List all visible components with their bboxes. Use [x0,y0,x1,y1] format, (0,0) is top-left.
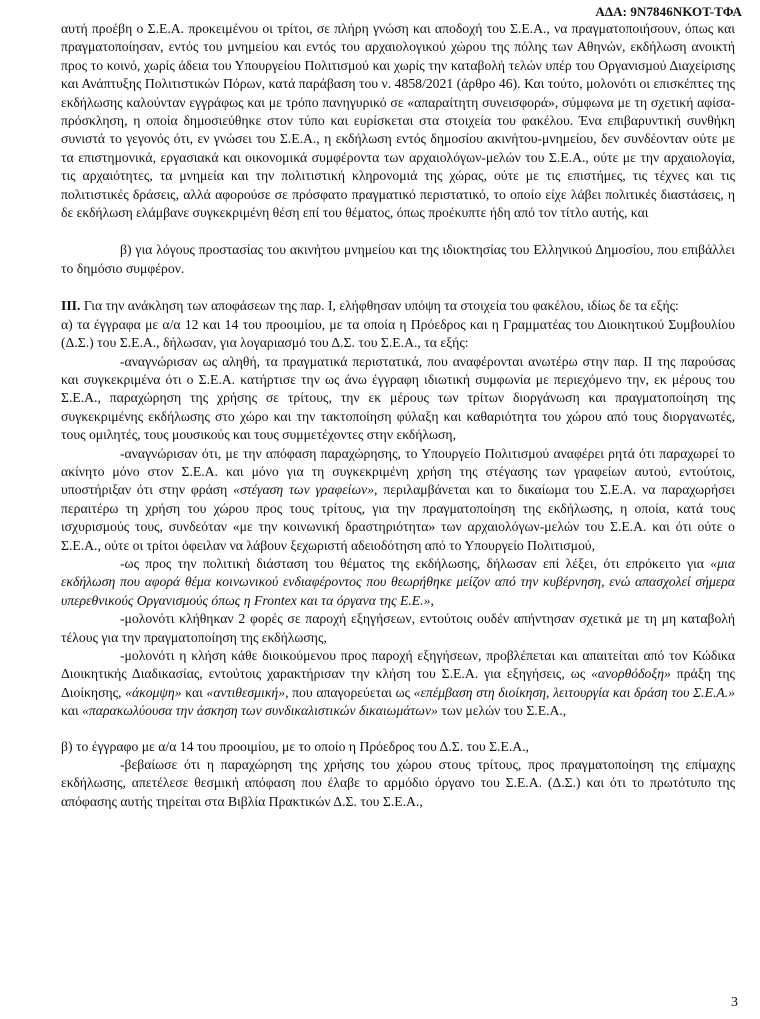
ada-code: ΑΔΑ: 9Ν7846ΝΚΟΤ-ΤΦΑ [595,4,742,19]
quoted-phrase: «ανορθόδοξη» [591,666,671,682]
bullet-administrative-procedure [61,647,735,721]
text-span: , που απαγορεύεται ως [285,684,414,700]
paragraph-continuation: αυτή προέβη ο Σ.Ε.Α. προκειμένου οι τρίτοι, σε πλήρη γνώση και αποδοχή του Σ.Ε.Α., να πραγματοποιήσουν, όπως και πραγματοποίησαν, εντός του μνημείου και εντός του αρχαιολογικού χώρου της πόλης των Αθηνών, εκδήλωση ανοικτή προς το κοινό, χωρίς άδεια του Υπουργείου Πολιτισμού και χωρίς την καταβολή τελών υπέρ του Οργανισμού Διαχείρισης και Ανάπτυξης Πολιτιστικών Πόρων, κατά παράβαση του ν. 4858/2021 (άρθρο 46). Και τούτο, μολονότι οι επισκέπτες της εκδήλωσης καλούνταν εγγράφως και με τρόπο πανηγυρικό σε «απαραίτητη συνεισφορά», σύμφωνα με τη σχετική αφίσα-πρόσκληση, η οποία δημοσιεύθηκε στον τύπο και ευρίσκεται στα στοιχεία του φακέλου. Ένα επιβαρυντική συνθήκη συνιστά το γεγονός ότι, εν γνώσει του Σ.Ε.Α., η εκδήλωση εντός δημοσίου ακινήτου-μνημείου, δεν συνδέονταν ούτε με τα επιστημονικά, εργασιακά και οικονομικά συμφέροντα των αρχαιολόγων-μελών του Σ.Ε.Α., ούτε με την αρχαιολογία, τις αρχαιότητες, τα μνημεία και την πολιτιστική κληρονομιά της χώρας, ούτε με τις επιστήμες, τις τέχνες και τις πολιτιστικές δράσεις, αλλά αφορούσε σε πρόσφατο πραγματικό περιστατικό, το οποίο είχε λάβει πολιτικές διαστάσεις, η δε εκδήλωση ελάμβανε συγκεκριμένη θέση επί του θέματος, όπως προέκυπτε ήδη από τον τίτλο αυτής, και [61,21,735,221]
bullet-political-dimension [61,555,735,610]
bullet-concession-decision [61,445,735,555]
text-span: -μολονότι η κλήση κάθε διοικούμενου προς παροχή εξηγήσεων, προβλέπεται και απαιτείται από τον Κώδικα Διοικητικής Διαδικασίας, εντούτοις χαρακτήρισαν την κλήση του Σ.Ε.Α. για εξηγήσεις, ως [61,648,735,682]
paragraph-a-documents: α) τα έγγραφα με α/α 12 και 14 του προοιμίου, με τα οποία η Πρόεδρος και η Γραμματέας του Διοικητικού Συμβουλίου (Δ.Σ.) του Σ.Ε.Α., δήλωσαν, για λογαριασμό του Δ.Σ. του Σ.Ε.Α., τα εξής: [61,316,735,351]
section-iii-text: Για την ανάκληση των αποφάσεων της παρ. Ι, ελήφθησαν υπόψη τα στοιχεία του φακέλου, ιδίως δε τα εξής: [80,298,679,314]
text-span: και [61,703,83,719]
text-span: των μελών του Σ.Ε.Α., [437,703,567,719]
bullet-board-decision: -βεβαίωσε ότι η παραχώρηση της χρήσης του χώρου στους τρίτους, προς πραγματοποίηση της επίμαχης εκδήλωσης, απετέλεσε θεσμική απόφαση που έλαβε το αρμόδιο όργανο του Σ.Ε.Α. (Δ.Σ.) και ότι το πρωτότυπο της απόφασης αυτής τηρείται στα Βιβλία Πρακτικών Δ.Σ. του Σ.Ε.Α., [61,757,735,809]
section-iii-label: ΙΙΙ. [61,298,81,314]
text-span: και [181,684,207,700]
quoted-phrase: «στέγαση των γραφείων» [233,482,375,498]
document-body [61,20,735,811]
quoted-phrase: «μια εκδήλωση που αφορά θέμα κοινωνικού ενδιαφέροντος που θεωρήθηκε μείζον από την κυβέρνηση, ενώ απασχολεί σήμερα υπερεθνικούς Οργανισμούς όπως η Frontex και τα όργανα της Ε.Ε.» [61,555,735,608]
paragraph-b-document: β) το έγγραφο με α/α 14 του προοιμίου, με το οποίο η Πρόεδρος του Δ.Σ. του Σ.Ε.Α., [61,738,529,754]
text-span: πράξη της Διοίκησης, [61,666,735,700]
text-span: -ως προς την πολιτική διάσταση του θέματος της εκδήλωσης, δήλωσαν επί λέξει, ότι επρόκειτο για [120,555,711,571]
paragraph-b-protection: β) για λόγους προστασίας του ακινήτου μνημείου και της ιδιοκτησίας του Ελληνικού Δημοσίου, που επιβάλλει το δημόσιο συμφέρον. [61,242,735,276]
page-number: 3 [731,995,738,1010]
text-span: -αναγνώρισαν ότι, με την απόφαση παραχώρησης, το Υπουργείο Πολιτισμού αναφέρει ρητά ότι παραχωρεί το ακίνητο μόνο στον Σ.Ε.Α. και μόνο για τη συγκεκριμένη χρήση της στέγασης των γραφείων αυτού, εντούτοις, υποστήριξαν ότι στην φράση [61,445,735,498]
section-iii-intro [61,297,735,315]
quoted-phrase: «άκομψη» [125,684,182,700]
quoted-phrase: «παρακωλύουσα την άσκηση των συνδικαλιστικών δικαιωμάτων» [82,703,438,719]
bullet-facts-recognized: -αναγνώρισαν ως αληθή, τα πραγματικά περιστατικά, που αναφέρονται ανωτέρω στην παρ. ΙΙ της παρούσας και συγκεκριμένα ότι ο Σ.Ε.Α. κατήρτισε την ως άνω έγγραφη ιδιωτική συμφωνία με περιεχόμενο την, εκ μέρους του Σ.Ε.Α., παραχώρηση της χρήσης σε τρίτους, την εκ μέρους των τρίτων διοργάνωση και πραγματοποίηση της συγκεκριμένης εκδήλωσης στο χώρο και την τακτοποίηση φύλαξη και καθαριότητα του χώρου από τους διοργανωτές, τους ομιλητές, τους μουσικούς και τους συμμετέχοντες στην εκδήλωση, [61,353,735,443]
quoted-phrase: «αντιθεσμική» [206,684,286,700]
bullet-no-fee-explanation: -μολονότι κλήθηκαν 2 φορές σε παροχή εξηγήσεων, εντούτοις ουδέν απήντησαν σχετικά με τη μη καταβολή τέλους για την πραγματοποίηση της εκδήλωσης, [61,611,735,645]
text-span: , [430,592,434,608]
quoted-phrase: «επέμβαση στη διοίκηση, λειτουργία και δράση του Σ.Ε.Α.» [413,684,735,700]
text-span: , περιλαμβάνεται και το δικαίωμα του Σ.Ε.Α. να παραχωρήσει περαιτέρω τη χρήση του χώρου προς τους τρίτους, για την πραγματοποίηση της εκδήλωσης, η οποία, κατά τους ισχυρισμούς τους, συνδεόταν «με την κοινωνική δραστηριότητα» των αρχαιολόγων-μελών του Σ.Ε.Α. και ότι ούτε ο Σ.Ε.Α., ούτε οι τρίτοι όφειλαν να λάβουν ξεχωριστή αδειοδότηση από το Υπουργείο Πολιτισμού, [61,482,735,553]
